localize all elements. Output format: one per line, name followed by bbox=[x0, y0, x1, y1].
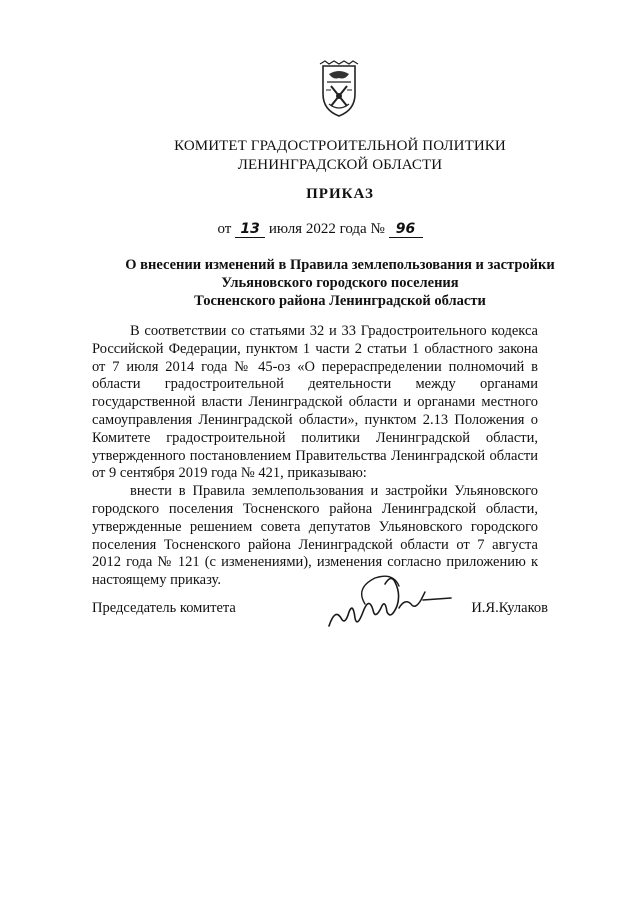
signature-block bbox=[92, 600, 548, 640]
body-paragraph-2: внести в Правила землепользования и застройки Ульяновского городского поселения Тосненского района Ленинградской области, утвержденные решением совета депутатов Ульяновского городского поселения Тосненского района Ленинградской области от 7 августа 2012 года № 121 (с изменениями), изменения согласно приложению к настоящему приказу. bbox=[92, 483, 538, 589]
body-paragraph-1: В соответствии со статьями 32 и 33 Градостроительного кодекса Российской Федерации, пунктом 1 части 2 статьи 1 областного закона от 7 июля 2014 года № 45-оз «О перераспределении полномочий в области градостроительной деятельности между органами государственной власти Ленинградской области и органами местного самоуправления Ленинградской области», пунктом 2.13 Положения о Комитете градостроительной политики Ленинградской области, утвержденного постановлением Правительства Ленинградской области от 9 сентября 2019 года № 421, приказываю: bbox=[92, 323, 538, 482]
order-number: 96 bbox=[389, 222, 423, 238]
order-date-line bbox=[0, 221, 640, 238]
date-prefix: от bbox=[217, 221, 232, 237]
handwritten-signature bbox=[325, 568, 455, 634]
date-month-year: июля 2022 года № bbox=[268, 221, 385, 237]
title-line-3: Тосненского района Ленинградской области bbox=[194, 293, 486, 309]
document-type: ПРИКАЗ bbox=[306, 186, 374, 202]
organization-name bbox=[90, 137, 590, 175]
org-line-1: КОМИТЕТ ГРАДОСТРОИТЕЛЬНОЙ ПОЛИТИКИ bbox=[174, 138, 506, 154]
title-line-1: О внесении изменений в Правила землепользования и застройки bbox=[125, 257, 555, 273]
title-line-2: Ульяновского городского поселения bbox=[221, 275, 459, 291]
signer-name: И.Я.Кулаков bbox=[471, 600, 548, 616]
date-day: 13 bbox=[235, 222, 265, 238]
signer-position: Председатель комитета bbox=[92, 600, 236, 616]
org-line-2: ЛЕНИНГРАДСКОЙ ОБЛАСТИ bbox=[237, 157, 443, 173]
document-title bbox=[90, 256, 590, 310]
document-body bbox=[92, 323, 538, 590]
coat-of-arms-icon bbox=[317, 60, 361, 118]
